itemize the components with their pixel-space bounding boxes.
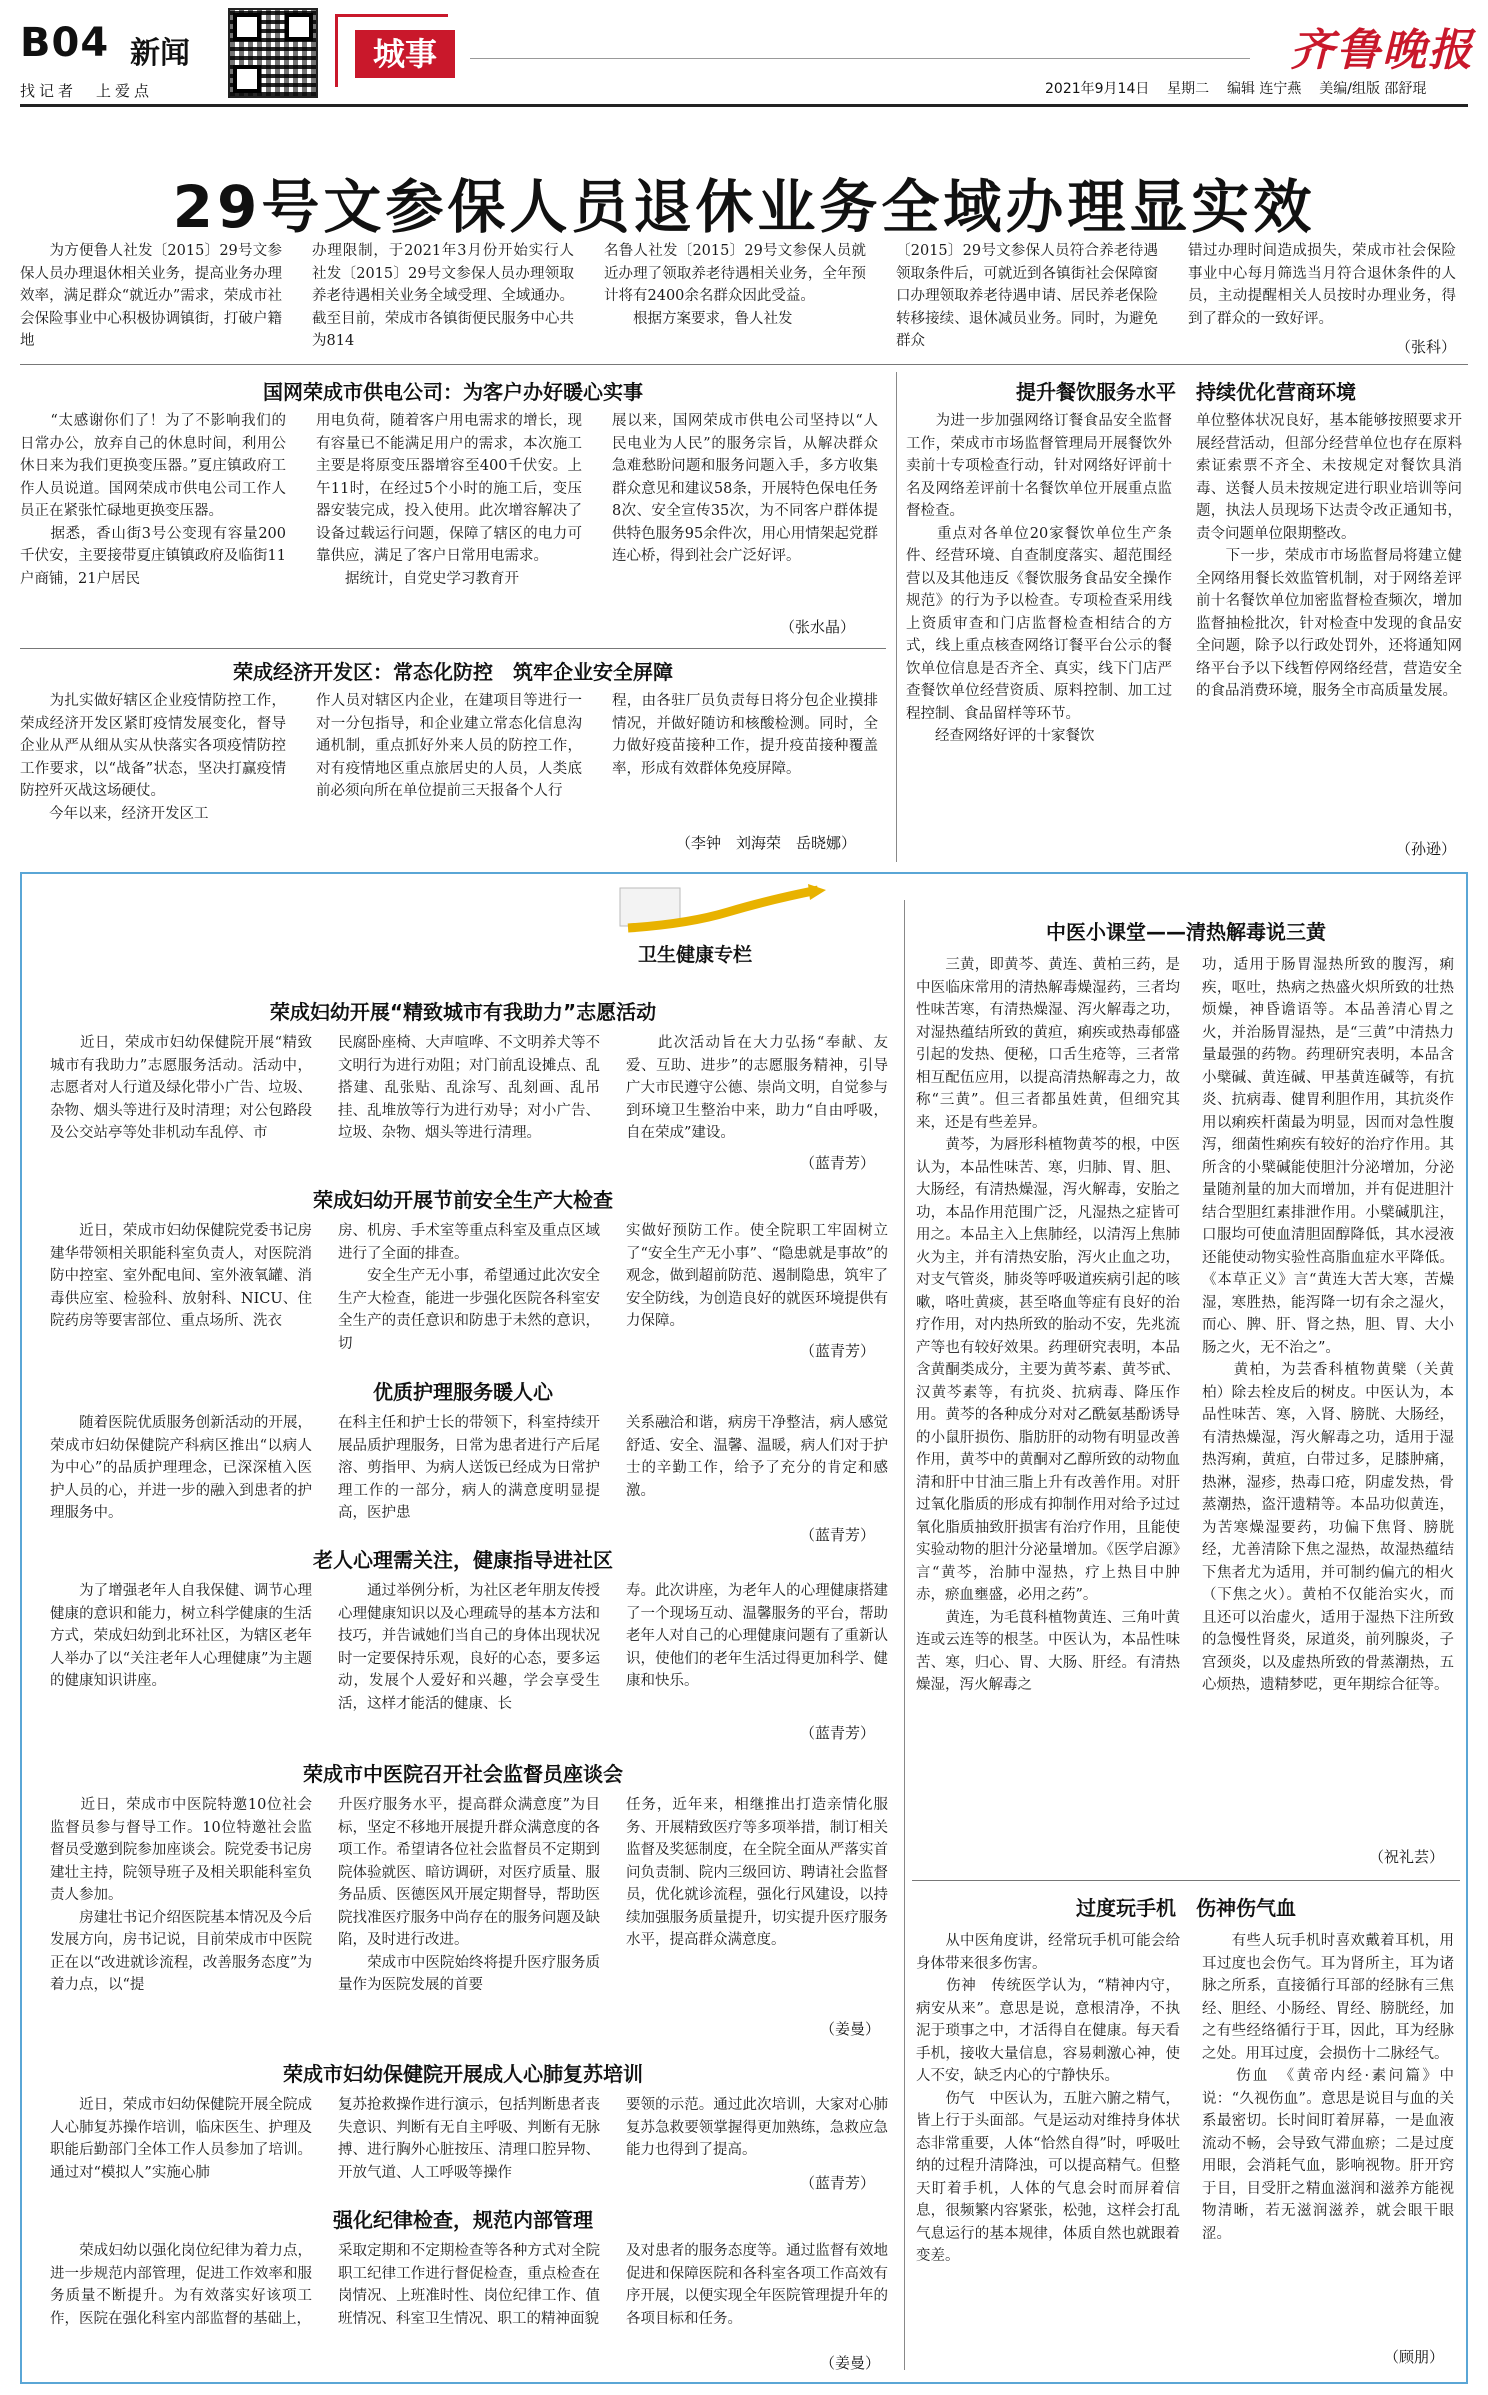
devzone-article-author: （李钟 刘海荣 岳晓娜）: [676, 834, 857, 852]
column-divider: [904, 900, 905, 2370]
masthead-info: [1045, 78, 1426, 98]
masthead-bottom-rule: [20, 104, 1468, 107]
page-number: B04: [20, 20, 110, 66]
health-article-1-col-2: 民腐卧座椅、大声喧哗、不文明养犬等不文明行为进行劝阻；对门前乱设摊点、乱搭建、乱张贴、乱涂写、乱刻画、乱吊挂、乱堆放等行为进行劝导；对小广告、垃圾、杂物、烟头等进行清理。: [338, 1035, 600, 1141]
lead-article-col-3: 名鲁人社发〔2015〕29号文参保人员就近办理了领取养老待遇相关业务，全年预计将有2400余名群众因此受益。 根据方案要求，鲁人社发: [604, 243, 866, 327]
power-article-col-3: 展以来，国网荣成市供电公司坚持以“人民电业为人民”的服务宗旨，从解决群众急难愁盼问题和服务问题入手，多方收集群众意见和建议58条，开展特色保电任务8次、安全宣传35次，为不同客户群体提供特色服务95余件次，用心用情架起党群连心桥，得到社会广泛好评。: [612, 413, 878, 564]
health-banner-title: 卫生健康专栏: [638, 944, 753, 966]
qr-code[interactable]: [228, 8, 318, 98]
lead-article-col-5: 错过办理时间造成损失，荣成市社会保险事业中心每月筛选当月符合退休条件的人员，主动提醒相关人员按时办理业务，得到了群众的一致好评。: [1188, 243, 1456, 327]
section-slogan: 找记者 上爱点: [20, 82, 154, 100]
masthead-rule: [470, 58, 1250, 59]
health-article-5-author: （姜曼）: [820, 2020, 881, 2038]
food-article-title: 提升餐饮服务水平 持续优化营商环境: [1016, 380, 1356, 404]
editor-credit: 编辑 连宁燕: [1226, 81, 1302, 97]
devzone-article-col-2: 作人员对辖区内企业，在建项目等进行一对一分包指导，和企业建立常态化信息沟通机制，重点抓好外来人员的防控工作，对有疫情地区重点旅居史的人员，人类底前必须向所在单位提前三天报备个人行: [316, 693, 582, 799]
health-article-6-col-2: 复苏抢救操作进行演示，包括判断患者丧失意识、判断有无自主呼吸、判断有无脉搏、进行胸外心脏按压、清理口腔异物、开放气道、人工呼吸等操作: [338, 2097, 600, 2181]
tcm-article-title: 中医小课堂——清热解毒说三黄: [1046, 920, 1326, 944]
issue-date: 2021年9月14日: [1045, 81, 1150, 97]
health-article-6-title: 荣成市妇幼保健院开展成人心肺复苏培训: [283, 2062, 643, 2086]
health-article-4-title: 老人心理需关注，健康指导进社区: [313, 1548, 613, 1572]
main-headline: 29号文参保人员退休业务全域办理显实效: [172, 173, 1316, 241]
divider: [20, 648, 886, 649]
tcm-article-col-1: 三黄，即黄芩、黄连、黄柏三药，是中医临床常用的清热解毒燥湿药，三者均性味苦寒，有清热燥湿、泻火解毒之功，对湿热蕴结所致的黄疸，痢疾或热毒郁盛引起的发热、便秘，口舌生疮等，三者常相互配伍应用，以提高清热解毒之力，故称“三黄”。但三者都虽姓黄，但细究其来，还是有些差异。 黄芩，为唇形科植物黄芩的根，中医认为，本品性味苦、寒，归肺、胃、胆、大肠经，有清热燥湿，泻火解毒，安胎之功，本品作用范围广泛，凡湿热之症皆可用之。本品主入上焦肺经，以清泻上焦肺火为主，并有清热安胎，泻火止血之功，对支气管炎，肺炎等呼吸道疾病引起的咳嗽，咯吐黄痰，甚至咯血等症有良好的治疗作用，对内热所致的胎动不安，先兆流产等也有较好效果。药理研究表明，本品含黄酮类成分，主要为黄芩素、黄芩甙、汉黄芩素等，有抗炎、抗病毒、降压作用。黄芩的各种成分对对乙酰氨基酚诱导的小鼠肝损伤、脂肪肝的动物有明显改善作用，黄芩中的黄酮对乙醇所致的动物血清和肝中甘油三脂上升有改善作用。对肝过氧化脂质的形成有抑制作用对给予过过氧化脂质抽致肝损害有治疗作用，且能使实验动物的胆汁分泌量增加。《医学启源》言“黄芩，治肺中湿热，疗上热目中肿赤，瘀血壅盛，必用之药”。 黄连，为毛茛科植物黄连、三角叶黄连或云连等的根茎。中医认为，本品性味苦、寒，归心、胃、大肠、肝经。有清热燥湿，泻火解毒之: [916, 957, 1180, 1693]
issue-weekday: 星期二: [1167, 81, 1210, 97]
power-article-title: 国网荣成市供电公司：为客户办好暖心实事: [263, 380, 643, 404]
health-article-6-col-3: 要领的示范。通过此次培训，大家对心肺复苏急救要领掌握得更加熟练，急救应急能力也得到了提高。: [626, 2097, 888, 2158]
designer-credit: 美编/组版 邵舒琨: [1319, 81, 1427, 97]
health-article-5-col-2: 升医疗服务水平，提高群众满意度”为目标，坚定不移地开展提升群众满意度的各项工作。希望请各位社会监督员不定期到院体验就医、暗访调研，对医疗质量、服务品质、医德医风开展定期督导，帮助医院找准医疗服务中尚存在的服务问题及缺陷，及时进行改进。 荣成市中医院始终将提升医疗服务质量作为医院发展的首要: [338, 1797, 600, 1993]
health-article-7-title: 强化纪律检查，规范内部管理: [333, 2208, 593, 2232]
health-article-4-col-2: 通过举例分析，为社区老年朋友传授心理健康知识以及心理疏导的基本方法和技巧，并告诫她们当自己的身体出现状况时一定要保持乐观，良好的心态，要多运动，发展个人爱好和兴趣，学会享受生活，这样才能活的健康、长: [338, 1583, 600, 1712]
health-article-5-title: 荣成市中医院召开社会监督员座谈会: [303, 1762, 623, 1786]
section-name: 新闻: [130, 36, 190, 71]
phone-article-title: 过度玩手机 伤神伤气血: [1076, 1896, 1296, 1920]
lead-article-author: （张科）: [1395, 338, 1456, 356]
food-article-author: （孙逊）: [1395, 840, 1456, 858]
food-article-col-2: 单位整体状况良好，基本能够按照要求开展经营活动，但部分经营单位也存在原料索证索票不齐全、未按规定对餐饮具消毒、送餐人员未按规定进行职业培训等问题，执法人员现场下达责令改正通知书，责令问题单位限期整改。 下一步，荣成市市场监督局将建立健全网络用餐长效监管机制，对于网络差评前十名餐饮单位加密监督检查频次，增加监督抽检批次，针对检查中发现的食品安全问题，除予以行政处罚外，还将通知网络平台予以下线暂停网络经营，营造安全的食品消费环境，服务全市高质量发展。: [1196, 413, 1462, 699]
health-article-6-col-1: 近日，荣成市妇幼保健院开展全院成人心肺复苏操作培训，临床医生、护理及职能后勤部门全体工作人员参加了培训。通过对“模拟人”实施心肺: [50, 2097, 312, 2181]
health-article-4-col-3: 寿。此次讲座，为老年人的心理健康搭建了一个现场互动、温馨服务的平台，帮助老年人对自己的心理健康问题有了重新认识，使他们的老年生活过得更加科学、健康和快乐。: [626, 1583, 888, 1689]
health-article-1-col-3: 此次活动旨在大力弘扬“奉献、友爱、互助、进步”的志愿服务精神，引导广大市民遵守公德、崇尚文明，自觉参与到环境卫生整治中来，助力“自由呼吸，自在荣成”建设。: [626, 1035, 888, 1141]
phone-article-author: （顾朋）: [1383, 2348, 1444, 2366]
health-article-7-author: （姜曼）: [820, 2354, 881, 2372]
health-article-6-author: （蓝青芳）: [800, 2174, 876, 2192]
paper-logo: 齐鲁晚报: [1290, 25, 1474, 76]
health-article-5-col-1: 近日，荣成市中医院特邀10位社会监督员参与督导工作。10位特邀社会监督员受邀到院参加座谈会。院党委书记房建壮主持，院领导班子及相关职能科室负责人参加。 房建壮书记介绍医院基本情况及今后发展方向，房书记说，目前荣成市中医院正在以“改进就诊流程，改善服务态度”为着力点，以“提: [50, 1797, 312, 1993]
lead-article-col-2: 办理限制，于2021年3月份开始实行人社发〔2015〕29号文参保人员办理领取养老待遇相关业务全域受理、全域通办。截至目前，荣成市各镇街便民服务中心共为814: [312, 243, 574, 349]
lead-article-col-4: 〔2015〕29号文参保人员符合养老待遇领取条件后，可就近到各镇街社会保障窗口办理领取养老待遇申请、居民养老保险转移接续、退休减员业务。同时，为避免群众: [896, 243, 1158, 349]
tcm-article-col-2: 功，适用于肠胃湿热所致的腹泻，痢疾，呕吐，热病之热盛火炽所致的壮热烦燥，神昏谵语等。本品善清心胃之火，并治肠胃湿热，是“三黄”中清热力量最强的药物。药理研究表明，本品含小檗碱、黄连碱、甲基黄连碱等，有抗炎、抗病毒、健胃利胆作用，其抗炎作用以痢疾杆菌最为明显，因而对急性腹泻，细菌性痢疾有较好的治疗作用。其所含的小檗碱能使胆汁分泌增加，分泌量随剂量的加大而增加，并有促进胆汁结合型胆红素排泄作用。小檗碱肌注，口服均可使血清胆固醇降低，其水浸液还能使动物实验性高脂血症水平降低。《本草正义》言“黄连大苦大寒，苦燥湿，寒胜热，能泻降一切有余之湿火，而心、脾、肝、肾之热，胆、胃、大小肠之火，无不治之”。 黄柏，为芸香科植物黄檗（关黄柏）除去栓皮后的树皮。中医认为，本品性味苦、寒，入肾、膀胱、大肠经，有清热燥湿，泻火解毒之功，适用于湿热泻痢，黄疸，白带过多，足膝肿痛，热淋，湿疹，热毒口疮，阴虚发热，骨蒸潮热，盗汗遗精等。本品功似黄连，为苦寒燥湿要药，功偏下焦肾、膀胱经，尤善清除下焦之湿热，故湿热蕴结下焦者尤为适用，并可制约偏亢的相火（下焦之火）。黄柏不仅能治实火，而且还可以治虚火，适用于湿热下注所致的急慢性肾炎，尿道炎，前列腺炎，子宫颈炎，以及虚热所致的骨蒸潮热，五心烦热，遗精梦呓，更年期综合征等。: [1202, 957, 1454, 1693]
power-article-col-2: 用电负荷，随着客户用电需求的增长，现有容量已不能满足用户的需求，本次施工主要是将原变压器增容至400千伏安。上午11时，在经过5个小时的施工后，变压器安装完成，投入使用。此次增容解决了设备过载运行问题，保障了辖区的电力可靠供应，满足了客户日常用电需求。 据统计，自党史学习教育开: [316, 413, 582, 587]
health-article-3-author: （蓝青芳）: [800, 1526, 876, 1544]
health-article-7-col-3: 及对患者的服务态度等。通过监督有效地促进和保障医院和各科室各项工作高效有序开展，以便实现全年医院管理提升年的各项目标和任务。: [626, 2243, 888, 2327]
food-article-col-1: 为进一步加强网络订餐食品安全监督工作，荣成市市场监督管理局开展餐饮外卖前十专项检查行动，针对网络好评前十名及网络差评前十名餐饮单位开展重点监督检查。 重点对各单位20家餐饮单位生产条件、经营环境、自查制度落实、超范围经营以及其他违反《餐饮服务食品安全操作规范》的行为予以检查。专项检查采用线上资质审查和门店监督检查相结合的方式，线上重点核查网络订餐平台公示的餐饮单位信息是否齐全、真实，线下门店严查餐饮单位经营资质、原料控制、加工过程控制、食品留样等环节。 经查网络好评的十家餐饮: [906, 413, 1172, 744]
health-article-2-author: （蓝青芳）: [800, 1342, 876, 1360]
health-article-2-col-1: 近日，荣成市妇幼保健院党委书记房建华带领相关职能科室负责人，对医院消防中控室、室外配电间、室外液氧罐、消毒供应室、检验科、放射科、NICU、住院药房等要害部位、重点场所、洗衣: [50, 1223, 312, 1329]
health-article-7-col-1: 荣成妇幼以强化岗位纪律为着力点，进一步规范内部管理，促进工作效率和服务质量不断提升。为有效落实好该项工作，医院在强化科室内部监督的基础上，: [50, 2243, 312, 2327]
devzone-article-title: 荣成经济开发区：常态化防控 筑牢企业安全屏障: [233, 660, 673, 684]
column-divider: [896, 372, 897, 862]
health-article-4-author: （蓝青芳）: [800, 1724, 876, 1742]
health-article-3-title: 优质护理服务暖人心: [373, 1380, 553, 1404]
devzone-article-col-3: 程，由各驻厂员负责每日将分包企业摸排情况，并做好随访和核酸检测。同时，全力做好疫苗接种工作，提升疫苗接种覆盖率，形成有效群体免疫屏障。: [612, 693, 878, 777]
health-banner: [618, 884, 828, 966]
health-article-1-author: （蓝青芳）: [800, 1154, 876, 1172]
phone-article-col-1: 从中医角度讲，经常玩手机可能会给身体带来很多伤害。 伤神 传统医学认为，“精神内守，病安从来”。意思是说，意根清净，不执泥于琐事之中，才活得自在健康。每天看手机，接收大量信息，容易刺激心神，使人不安，缺乏内心的宁静快乐。 伤气 中医认为，五脏六腑之精气，皆上行于头面部。气是运动对维持身体状态非常重要，人体“恰然自得”时，呼吸吐纳的过程升清降浊，可以提高精气。但整天盯着手机，人体的气息会时而屏着信息，很频繁内容紧张，松弛，这样会打乱气息运行的基本规律，体质自然也就跟着变差。: [916, 1933, 1180, 2264]
health-article-2-col-2: 房、机房、手术室等重点科室及重点区域进行了全面的排查。 安全生产无小事，希望通过此次安全生产大检查，能进一步强化医院各科室安全生产的责任意识和防患于未然的意识，切: [338, 1223, 600, 1352]
divider: [912, 1880, 1460, 1881]
health-article-7-col-2: 采取定期和不定期检查等各种方式对全院职工纪律工作进行督促检查，重点检查在岗情况、上班准时性、岗位纪律工作、值班情况、科室卫生情况、职工的精神面貌: [338, 2243, 600, 2327]
trend-arrow-graphic: [618, 884, 828, 944]
health-article-3-col-1: 随着医院优质服务创新活动的开展，荣成市妇幼保健院产科病区推出“以病人为中心”的品质护理理念，已深深植入医护人员的心，并进一步的融入到患者的护理服务中。: [50, 1415, 312, 1521]
divider: [20, 364, 1468, 365]
health-article-1-title: 荣成妇幼开展“精致城市有我助力”志愿活动: [269, 1000, 657, 1024]
phone-article-col-2: 有些人玩手机时喜欢戴着耳机，用耳过度也会伤气。耳为肾所主，耳为诸脉之所系，直接循行耳部的经脉有三焦经、胆经、小肠经、胃经、膀胱经，加之有些经络循行于耳，因此，耳为经脉之处。用耳过度，会损伤十二脉经气。 伤血 《黄帝内经·素问篇》中说：“久视伤血”。意思是说目与血的关系最密切。长时间盯着屏幕，一是血液流动不畅，会导致气滞血瘀；二是过度用眼，会消耗气血，影响视物。肝开窍于目，目受肝之精血滋润和滋养方能视物清晰，若无滋润滋养，就会眼干眼涩。: [1202, 1933, 1454, 2242]
health-article-2-col-3: 实做好预防工作。使全院职工牢固树立了“安全生产无小事”、“隐患就是事故”的观念，做到超前防范、遏制隐患，筑牢了安全防线，为创造良好的就医环境提供有力保障。: [626, 1223, 888, 1329]
power-article-author: （张水晶）: [780, 618, 856, 636]
lead-article-col-1: 为方便鲁人社发〔2015〕29号文参保人员办理退休相关业务，提高业务办理效率，满足群众“就近办”需求，荣成市社会保险事业中心积极协调镇街，打破户籍地: [20, 243, 282, 349]
devzone-article-col-1: 为扎实做好辖区企业疫情防控工作，荣成经济开发区紧盯疫情发展变化，督导企业从严从细从实从快落实各项疫情防控工作要求，以“战备”状态，坚决打赢疫情防控歼灭战这场硬仗。 今年以来，经济开发区工: [20, 693, 286, 822]
health-article-3-col-3: 关系融洽和谐，病房干净整洁，病人感觉舒适、安全、温馨、温暖，病人们对于护士的辛勤工作，给予了充分的肯定和感激。: [626, 1415, 888, 1499]
tcm-article-author: （祝礼芸）: [1368, 1848, 1444, 1866]
health-article-2-title: 荣成妇幼开展节前安全生产大检查: [313, 1188, 613, 1212]
health-article-1-col-1: 近日，荣成市妇幼保健院开展“精致城市有我助力”志愿服务活动。活动中，志愿者对人行道及绿化带小广告、垃圾、杂物、烟头等进行及时清理；对公包路段及公交站亭等处非机动车乱停、市: [50, 1035, 312, 1141]
health-article-5-col-3: 任务，近年来，相继推出打造亲情化服务、开展精致医疗等多项举措，制订相关监督及奖惩制度，在全院全面从严落实首问负责制、院内三级回访、聘请社会监督员，优化就诊流程，强化行风建设，以持续加强服务质量提升，切实提升医疗服务水平，提高群众满意度。: [626, 1797, 888, 1948]
section-tab: 城事: [355, 30, 455, 78]
power-article-col-1: “太感谢你们了！为了不影响我们的日常办公，放弃自己的休息时间，利用公休日来为我们更换变压器。”夏庄镇政府工作人员说道。国网荣成市供电公司工作人员正在紧张忙碌地更换变压器。 据悉，香山街3号公变现有容量200千伏安，主要接带夏庄镇镇政府及临街11户商铺，21户居民: [20, 413, 286, 587]
health-article-4-col-1: 为了增强老年人自我保健、调节心理健康的意识和能力，树立科学健康的生活方式，荣成妇幼到北环社区，为辖区老年人举办了以“关注老年人心理健康”为主题的健康知识讲座。: [50, 1583, 312, 1689]
health-article-3-col-2: 在科主任和护士长的带领下，科室持续开展品质护理服务，日常为患者进行产后尾溶、剪指甲、为病人送饭已经成为日常护理工作的一部分，病人的满意度明显提高，医护患: [338, 1415, 600, 1521]
